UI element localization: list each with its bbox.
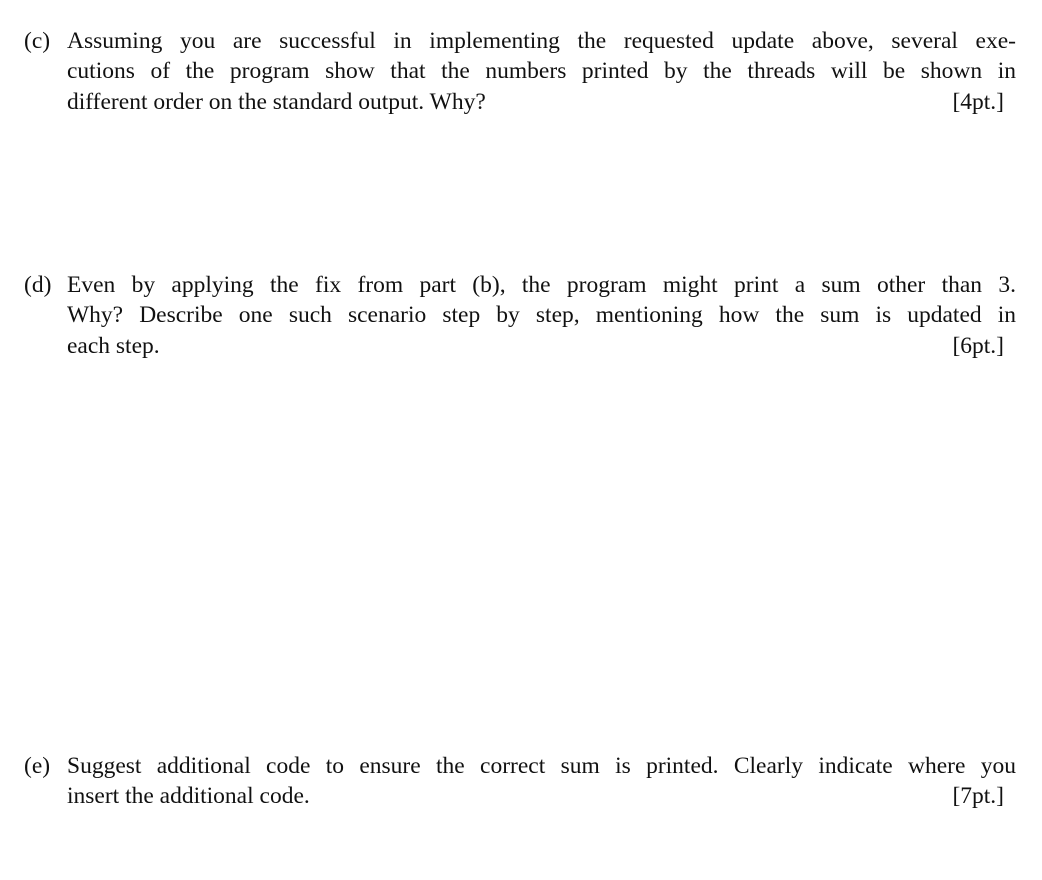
points-value: [6pt.] — [952, 333, 1004, 359]
question-text-line: Why? Describe one such scenario step by step, mentioning how the sum is updated in — [67, 302, 1016, 328]
question-text-line: Suggest additional code to ensure the correct sum is printed. Clearly indicate where you — [67, 753, 1016, 779]
question-text-line: different order on the standard output. Why? — [67, 89, 486, 115]
points-value: [7pt.] — [952, 783, 1004, 809]
question-label: (c) — [24, 28, 51, 54]
question-text-line: Assuming you are successful in implementing the requested update above, several exe- — [67, 28, 1016, 54]
question-text-line: Even by applying the fix from part (b), the program might print a sum other than 3. — [67, 272, 1016, 298]
points-value: [4pt.] — [952, 89, 1004, 115]
question-text-line: each step. — [67, 333, 160, 359]
question-text-line: cutions of the program show that the numbers printed by the threads will be shown in — [67, 58, 1016, 84]
question-label: (e) — [24, 753, 51, 779]
question-label: (d) — [24, 272, 52, 298]
question-text-line: insert the additional code. — [67, 783, 310, 809]
